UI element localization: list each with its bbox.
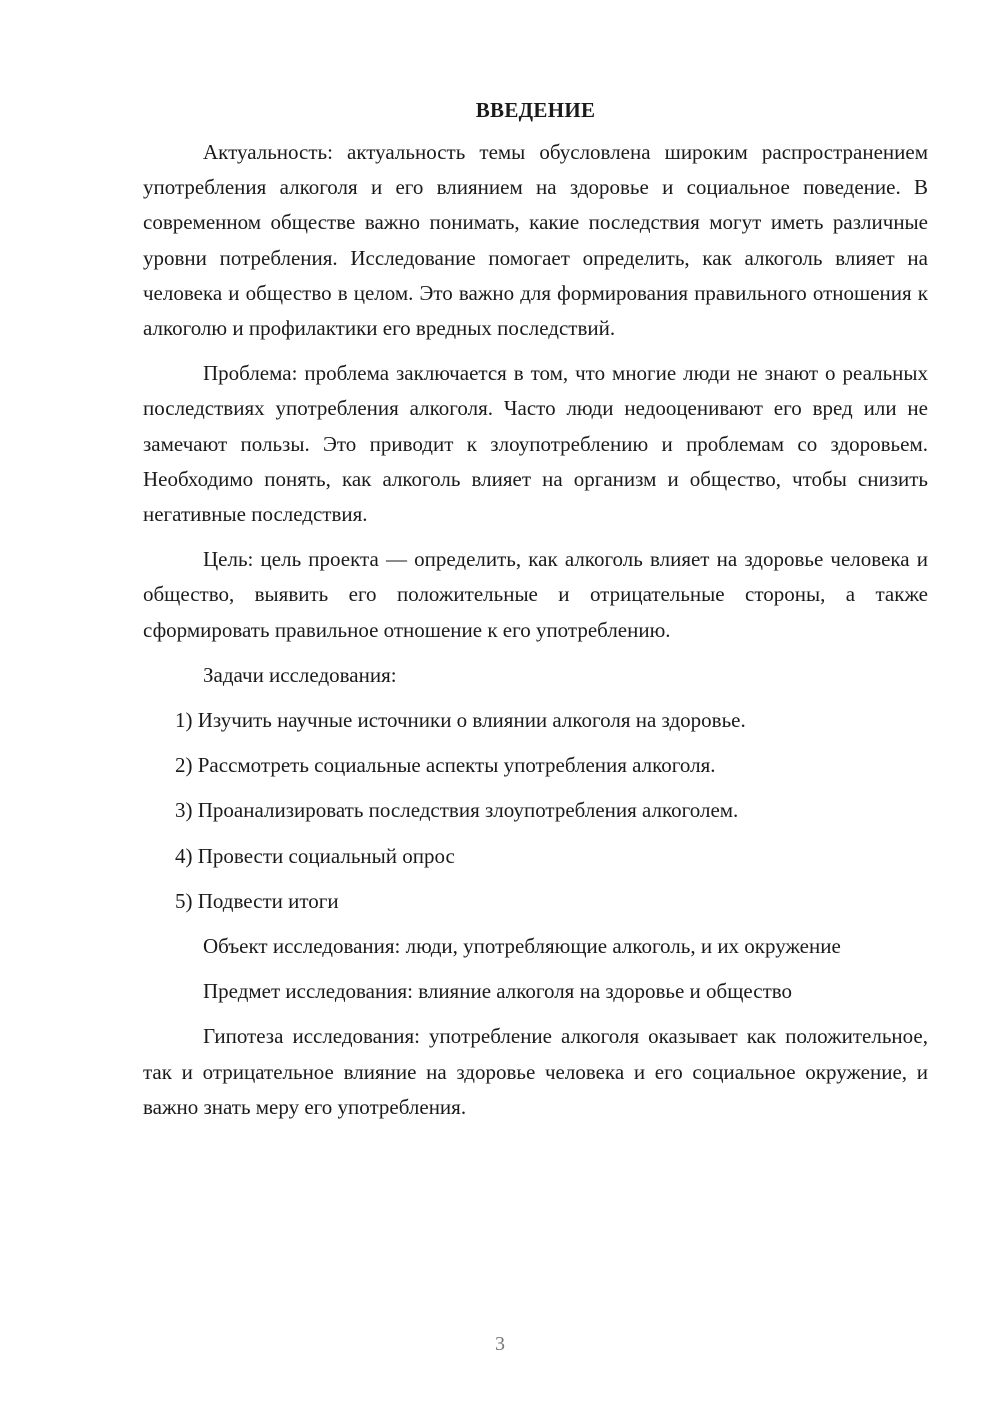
paragraph-subject: Предмет исследования: влияние алкоголя на здоровье и общество: [203, 979, 793, 1004]
page-number: 3: [495, 1333, 505, 1355]
tasks-intro: Задачи исследования:: [203, 662, 397, 687]
task-item: 3) Проанализировать последствия злоупотребления алкоголем.: [175, 798, 739, 823]
paragraph-goal: Цель: цель проекта — определить, как алкоголь влияет на здоровье человека и общество, выявить его положительные и отрицательные стороны, а также сформировать правильное отношение к его употреблению.: [143, 547, 928, 642]
page-title: ВВЕДЕНИЕ: [475, 98, 596, 122]
task-item: 1) Изучить научные источники о влиянии алкоголя на здоровье.: [175, 708, 746, 733]
document-page: [143, 95, 928, 1135]
task-item: 5) Подвести итоги: [175, 888, 339, 913]
paragraph-relevance: Актуальность: актуальность темы обусловлена широким распространением употребления алкоголя и его влиянием на здоровье и социальное поведение. В современном обществе важно понимать, какие последствия могут иметь различные уровни потребления. Исследование помогает определить, как алкоголь влияет на человека и общество в целом. Это важно для формирования правильного отношения к алкоголю и профилактики его вредных последствий.: [143, 140, 928, 341]
task-item: 2) Рассмотреть социальные аспекты употребления алкоголя.: [175, 753, 716, 778]
tasks-list: [143, 703, 928, 919]
paragraph-problem: Проблема: проблема заключается в том, что многие люди не знают о реальных последствиях употребления алкоголя. Часто люди недооценивают его вред или не замечают пользы. Это приводит к злоупотреблению и проблемам со здоровьем. Необходимо понять, как алкоголь влияет на организм и общество, чтобы снизить негативные последствия.: [143, 361, 928, 527]
task-item: 4) Провести социальный опрос: [175, 843, 455, 868]
paragraph-hypothesis: Гипотеза исследования: употребление алкоголя оказывает как положительное, так и отрицательное влияние на здоровье человека и его социальное окружение, и важно знать меру его употребления.: [143, 1024, 928, 1119]
paragraph-object: Объект исследования: люди, употребляющие алкоголь, и их окружение: [203, 934, 841, 959]
